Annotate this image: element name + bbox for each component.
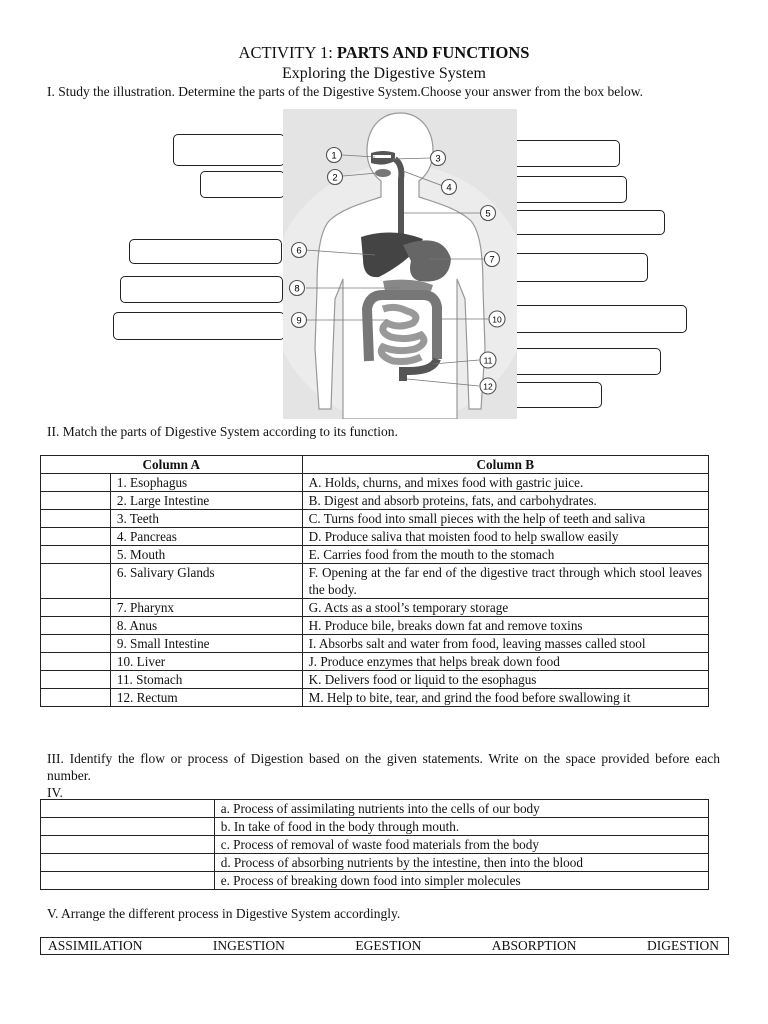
activity-subtitle: Exploring the Digestive System [282, 65, 486, 82]
svg-text:1: 1 [331, 150, 337, 162]
section2-instruction: II. Match the parts of Digestive System according to its function. [47, 424, 398, 439]
process-statement: e. Process of breaking down food into simpler molecules [214, 872, 708, 890]
answer-box-right-6[interactable] [512, 348, 661, 375]
answer-blank[interactable] [41, 474, 111, 492]
callout-12 [480, 378, 496, 394]
process-row [41, 836, 709, 854]
process-answer-blank[interactable] [41, 872, 215, 890]
matching-table-header [41, 456, 709, 474]
process-row [41, 800, 709, 818]
matching-row [41, 492, 709, 510]
process-statement: b. In take of food in the body through mouth. [214, 818, 708, 836]
title-prefix: ACTIVITY 1: [238, 43, 333, 62]
matching-row [41, 546, 709, 564]
answer-blank[interactable] [41, 671, 111, 689]
column-b-cell: C. Turns food into small pieces with the help of teeth and saliva [302, 510, 708, 528]
svg-text:5: 5 [485, 208, 491, 220]
svg-text:4: 4 [446, 182, 452, 194]
column-a-cell: 4. Pancreas [110, 528, 302, 546]
column-b-cell: D. Produce saliva that moisten food to help swallow easily [302, 528, 708, 546]
callout-1 [327, 148, 342, 163]
column-b-cell: K. Delivers food or liquid to the esophagus [302, 671, 708, 689]
svg-text:11: 11 [483, 355, 493, 366]
column-a-cell: 1. Esophagus [110, 474, 302, 492]
column-a-cell: 6. Salivary Glands [110, 564, 302, 599]
answer-box-left-4[interactable] [120, 276, 283, 303]
process-statement: a. Process of assimilating nutrients into the cells of our body [214, 800, 708, 818]
svg-text:2: 2 [332, 172, 338, 184]
callout-6 [292, 243, 307, 258]
matching-row [41, 617, 709, 635]
callout-7 [485, 252, 500, 267]
svg-text:9: 9 [296, 315, 302, 327]
matching-row [41, 671, 709, 689]
column-a-cell: 11. Stomach [110, 671, 302, 689]
matching-row [41, 653, 709, 671]
column-b-cell: F. Opening at the far end of the digestive tract through which stool leaves the body. [302, 564, 708, 599]
svg-text:12: 12 [483, 381, 493, 392]
matching-row [41, 564, 709, 599]
process-word: EGESTION [355, 938, 422, 953]
process-row [41, 872, 709, 890]
process-word: ASSIMILATION [48, 938, 143, 953]
callout-4 [442, 180, 457, 195]
column-a-cell: 9. Small Intestine [110, 635, 302, 653]
answer-box-left-2[interactable] [200, 171, 285, 198]
process-answer-blank[interactable] [41, 818, 215, 836]
column-b-cell: A. Holds, churns, and mixes food with gastric juice. [302, 474, 708, 492]
svg-text:7: 7 [489, 254, 495, 266]
process-statement: d. Process of absorbing nutrients by the intestine, then into the blood [214, 854, 708, 872]
section3-instruction: III. Identify the flow or process of Digestion based on the given statements. Write on the space provided before each number. [47, 751, 720, 783]
callout-10 [489, 311, 505, 327]
column-a-cell: 8. Anus [110, 617, 302, 635]
answer-box-right-3[interactable] [512, 210, 665, 235]
column-b-cell: J. Produce enzymes that helps break down food [302, 653, 708, 671]
answer-box-left-1[interactable] [173, 134, 285, 166]
matching-row [41, 599, 709, 617]
process-word: DIGESTION [646, 938, 719, 953]
section1-instruction: I. Study the illustration. Determine the parts of the Digestive System.Choose your answer from the box below. [47, 84, 644, 99]
matching-row [41, 635, 709, 653]
callout-8 [290, 281, 305, 296]
answer-blank[interactable] [41, 492, 111, 510]
column-b-cell: M. Help to bite, tear, and grind the food before swallowing it [302, 689, 708, 707]
svg-text:8: 8 [294, 283, 300, 295]
section4-label: IV. [47, 785, 63, 800]
column-b-cell: I. Absorbs salt and water from food, leaving masses called stool [302, 635, 708, 653]
svg-text:3: 3 [435, 153, 441, 165]
matching-row [41, 510, 709, 528]
teeth-shape [373, 155, 391, 158]
digestive-system-illustration [283, 109, 517, 419]
svg-text:6: 6 [296, 245, 302, 257]
column-a-cell: 2. Large Intestine [110, 492, 302, 510]
process-answer-blank[interactable] [41, 800, 215, 818]
answer-box-right-2[interactable] [512, 176, 627, 203]
answer-box-right-4[interactable] [512, 253, 648, 282]
column-a-cell: 7. Pharynx [110, 599, 302, 617]
column-b-header: Column B [302, 456, 708, 474]
callout-5 [481, 206, 496, 221]
answer-blank[interactable] [41, 546, 111, 564]
column-a-cell: 3. Teeth [110, 510, 302, 528]
answer-blank[interactable] [41, 635, 111, 653]
answer-blank[interactable] [41, 689, 111, 707]
process-word: INGESTION [212, 938, 285, 953]
answer-blank[interactable] [41, 653, 111, 671]
matching-table [40, 455, 709, 707]
answer-blank[interactable] [41, 510, 111, 528]
process-statement: c. Process of removal of waste food materials from the body [214, 836, 708, 854]
process-answer-blank[interactable] [41, 854, 215, 872]
answer-box-left-5[interactable] [113, 312, 285, 340]
column-a-cell: 12. Rectum [110, 689, 302, 707]
process-answer-blank[interactable] [41, 836, 215, 854]
callout-2 [328, 170, 343, 185]
callout-11 [480, 352, 496, 368]
activity-title [0, 43, 768, 63]
answer-blank[interactable] [41, 599, 111, 617]
answer-blank[interactable] [41, 617, 111, 635]
matching-row [41, 528, 709, 546]
callout-3 [431, 151, 446, 166]
answer-box-right-1[interactable] [512, 140, 620, 167]
callout-9 [292, 313, 307, 328]
title-bold: PARTS AND FUNCTIONS [336, 43, 530, 62]
column-b-cell: H. Produce bile, breaks down fat and remove toxins [302, 617, 708, 635]
process-word-box [40, 937, 729, 955]
matching-row [41, 474, 709, 492]
process-word: ABSORPTION [491, 938, 577, 953]
column-a-header: Column A [41, 456, 303, 474]
answer-box-left-3[interactable] [129, 239, 282, 264]
answer-blank[interactable] [41, 564, 111, 599]
process-row [41, 854, 709, 872]
salivary-gland-shape [375, 169, 391, 177]
process-row [41, 818, 709, 836]
process-table [40, 799, 709, 890]
answer-box-right-5[interactable] [512, 305, 687, 333]
matching-row [41, 689, 709, 707]
svg-text:10: 10 [492, 314, 502, 325]
column-b-cell: E. Carries food from the mouth to the stomach [302, 546, 708, 564]
section5-instruction: V. Arrange the different process in Digestive System accordingly. [47, 906, 401, 921]
answer-box-right-7[interactable] [512, 382, 602, 408]
column-b-cell: G. Acts as a stool’s temporary storage [302, 599, 708, 617]
column-a-cell: 5. Mouth [110, 546, 302, 564]
column-b-cell: B. Digest and absorb proteins, fats, and carbohydrates. [302, 492, 708, 510]
answer-blank[interactable] [41, 528, 111, 546]
column-a-cell: 10. Liver [110, 653, 302, 671]
